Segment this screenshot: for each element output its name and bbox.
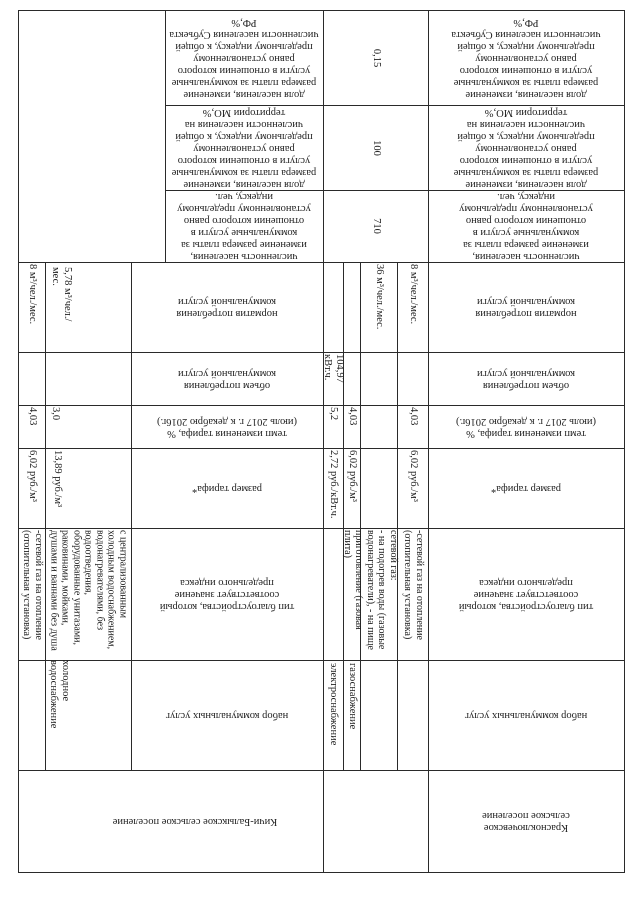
left-set-b (45, 660, 131, 770)
left-share-subject-header (165, 10, 323, 105)
right-volume-a (323, 352, 343, 405)
left-settlement-name (18, 770, 323, 872)
left-tariff-size-b (45, 448, 131, 528)
cell-value: 6,02 руб./м³ (407, 450, 419, 502)
right-set-header (428, 660, 624, 770)
right-share-mo-value (323, 105, 428, 190)
cell-value: 4,03 (346, 406, 358, 425)
cell-value: 5,2 (328, 406, 339, 420)
cell-text: размер тарифа* (490, 483, 562, 494)
right-share-subject-value (323, 10, 428, 105)
cell-value: 5,78 м³/чел./мес. (50, 267, 73, 322)
cell-text: темп изменения тарифа, % (июль 2017 г. к декабрю 2016г.) (456, 415, 596, 439)
left-type-a (18, 528, 45, 660)
cell-value: газоснабжение (346, 663, 358, 730)
left-tariff-size-a (18, 448, 45, 528)
right-tariff-change-b (343, 405, 360, 448)
left-type-header (131, 528, 323, 660)
cell-text: тип благоустройства, который соответствует значение предельного индекса (458, 577, 594, 612)
cell-text: набор коммунальных услуг (464, 710, 588, 721)
cell-text: тип благоустройства, который соответствует значение предельного индекса (159, 577, 295, 612)
right-population-value (323, 190, 428, 262)
left-volume-header (131, 352, 323, 405)
cell-value: 3,0 (50, 406, 61, 420)
cell-text: доля населения, изменение размера платы за коммунальные услуги в отношении которого равно установленному предельному индексу, к общей численности населения на территории МО,% (171, 106, 317, 190)
cell-value: 13,89 руб./м³ (52, 450, 63, 508)
right-set-a (323, 660, 343, 770)
right-tariff-size-c (397, 448, 428, 528)
left-norm-value-b (45, 262, 131, 352)
cell-text: численность населения, изменение размера платы за коммунальные услуги в отношении которого равно установленному предельному индексу, чел. (459, 191, 593, 262)
left-tariff-change-a (18, 405, 45, 448)
table-border-bottom (18, 872, 624, 873)
cell-value: 104,97 кВт.ч. (322, 353, 345, 383)
cell-value: 8 м³/чел./мес. (407, 264, 419, 325)
right-volume-header (428, 352, 624, 405)
cell-value: 36 м³/чел./мес. (373, 264, 385, 330)
cell-value: 4,03 (407, 406, 419, 425)
cell-text: численность населения, изменение размера платы за коммунальные услуги в отношении которого равно установленному предельному индексу, чел. (177, 191, 311, 262)
cell-value: 6,02 руб./м³ (346, 450, 358, 502)
right-norm-b (397, 262, 428, 352)
left-set-header (131, 660, 323, 770)
cell-text: норматив потребления коммунальной услуги (475, 296, 577, 319)
cell-text: доля населения, изменение размера платы за коммунальные услуги в отношении которого равно установленному предельному индексу, к общей численности населения Субъекта РФ,% (451, 16, 601, 100)
right-tariff-change-a (323, 405, 343, 448)
right-type-a (343, 528, 397, 660)
right-norm-header (428, 262, 624, 352)
cell-text: норматив потребления коммунальной услуги (176, 296, 278, 319)
left-norm-value-a (18, 262, 45, 352)
cell-value: холодное водоснабжение (48, 660, 71, 729)
right-norm-a (360, 262, 397, 352)
left-tariff-change-header (131, 405, 323, 448)
right-settlement-name (428, 770, 624, 872)
right-tariff-size-a (323, 448, 343, 528)
left-population-header (165, 190, 323, 262)
cell-value: 4,03 (26, 406, 38, 425)
right-tariff-size-b (343, 448, 360, 528)
cell-value: 6,02 руб./м³ (26, 450, 38, 502)
right-type-header (428, 528, 624, 660)
cell-value: сетевой газ: - на подогрев воды (газовые водонагреватели), - на пище приготовление (газовая плита) (341, 530, 399, 650)
cell-value: 2,72 руб./кВт.ч. (328, 450, 339, 519)
right-set-b (343, 660, 360, 770)
cell-text: объем потребления коммунальной услуги (477, 367, 575, 391)
left-norm-header (131, 262, 323, 352)
cell-text: темп изменения тарифа, % (июль 2017 г. к декабрю 2016г.) (157, 415, 297, 439)
cell-value: 710 (370, 218, 382, 234)
cell-value: -сетевой газ на отопление (отопительная установка) (401, 530, 425, 640)
left-share-mo-header (165, 105, 323, 190)
cell-value: 8 м³/чел./мес. (26, 264, 38, 325)
right-type-b (397, 528, 428, 660)
cell-text: набор коммунальных услуг (165, 710, 289, 721)
right-tariff-change-c (397, 405, 428, 448)
cell-text: Красноключевское сельское поселение (482, 810, 570, 833)
right-share-mo-header (428, 105, 624, 190)
table-border-right (624, 10, 625, 873)
cell-value: 0,15 (370, 48, 382, 67)
cell-text: объем потребления коммунальной услуги (178, 367, 276, 391)
cell-value: с централизованным холодным водоснабжением, водонагревателями, без водоотведения, оборудованные унитазами, раковинами, мойками, душами и ваннами без душа (48, 530, 129, 651)
cell-text: доля населения, изменение размера платы за коммунальные услуги в отношении которого равно установленному предельному индексу, к общей численности населения Субъекта РФ,% (169, 16, 319, 100)
cell-value: -сетевой газ на отопление (отопительная установка) (20, 530, 44, 640)
right-share-subject-header (428, 10, 624, 105)
left-type-b (45, 528, 131, 660)
cell-value: 100 (370, 139, 382, 156)
cell-value: электроснабжение (328, 663, 339, 746)
right-tariff-change-header (428, 405, 624, 448)
left-tariff-size-header (131, 448, 323, 528)
left-tariff-change-b (45, 405, 131, 448)
cell-text: доля населения, изменение размера платы за коммунальные услуги в отношении которого равно установленному предельному индексу, к общей численности населения на территории МО,% (453, 106, 599, 190)
cell-text: размер тарифа* (191, 483, 263, 494)
cell-text: Кичи-Балыкское сельское поселение (112, 816, 278, 827)
right-tariff-size-header (428, 448, 624, 528)
right-population-header (428, 190, 624, 262)
